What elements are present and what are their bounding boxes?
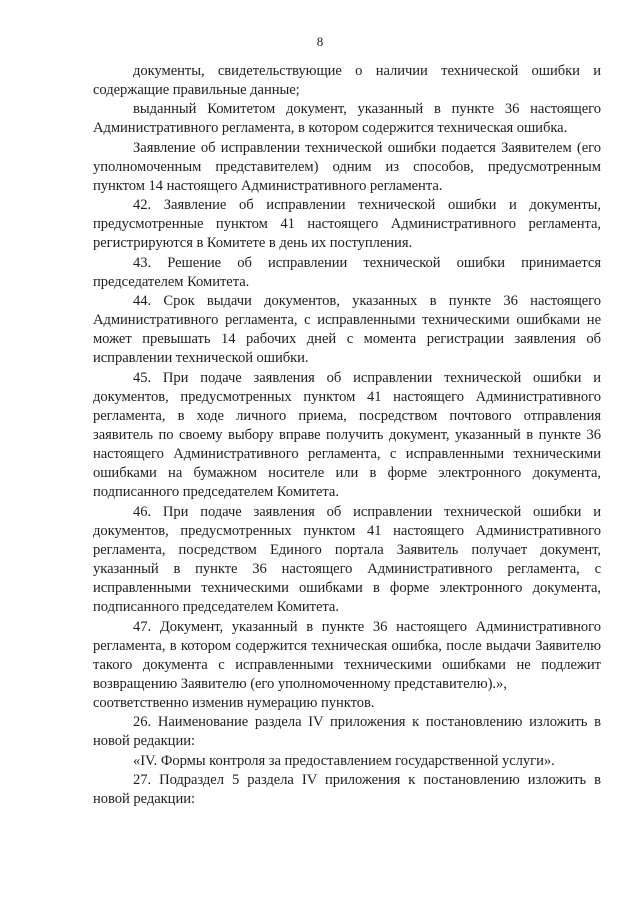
paragraph: 43. Решение об исправлении технической ошибки принимается председателем Комитета. [93,254,601,290]
paragraph: 47. Документ, указанный в пункте 36 настоящего Административного регламента, в котором содержится техническая ошибка, после выдачи Заявителю такого документа с исправленными техническими ошибками не подлежит возвращению Заявителю (его уполномоченному представителю).», [93,618,601,692]
paragraph: 27. Подраздел 5 раздела IV приложения к постановлению изложить в новой редакции: [93,771,601,807]
paragraph: документы, свидетельствующие о наличии технической ошибки и содержащие правильные данные; [93,63,601,99]
paragraph: выданный Комитетом документ, указанный в пункте 36 настоящего Административного регламента, в котором содержится техническая ошибка. [93,101,601,137]
paragraph: «IV. Формы контроля за предоставлением государственной услуги». [133,752,555,769]
paragraph: Заявление об исправлении технической ошибки подается Заявителем (его уполномоченным представителем) одним из способов, предусмотренным пунктом 14 настоящего Административного регламента. [93,139,601,194]
paragraph: 45. При подаче заявления об исправлении технической ошибки и документов, предусмотренных пунктом 41 настоящего Административного регламента, в ходе личного приема, посредством почтового отправления заявитель по своему выбору вправе получить документ, указанный в пункте 36 настоящего Административного регламента, с исправленными техническими ошибками на бумажном носителе или в форме электронного документа, подписанного председателем Комитета. [93,369,601,501]
paragraph: 42. Заявление об исправлении технической ошибки и документы, предусмотренные пунктом 41 настоящего Административного регламента, регистрируются в Комитете в день их поступления. [93,197,601,252]
page-number: 8 [316,34,324,49]
paragraph: 26. Наименование раздела IV приложения к постановлению изложить в новой редакции: [93,714,601,750]
paragraph: 46. При подаче заявления об исправлении технической ошибки и документов, предусмотренных пунктом 41 настоящего Административного регламента, посредством Единого портала Заявитель получает документ, указанный в пункте 36 настоящего Административного регламента, с исправленными техническими ошибками в форме электронного документа, подписанного председателем Комитета. [93,503,601,616]
paragraph: соответственно изменив нумерацию пунктов. [93,695,375,712]
paragraph: 44. Срок выдачи документов, указанных в пункте 36 настоящего Административного регламента, с исправленными техническими ошибками не может превышать 14 рабочих дней с момента регистрации заявления об исправлении технической ошибки. [93,292,601,367]
document-body [93,62,601,809]
